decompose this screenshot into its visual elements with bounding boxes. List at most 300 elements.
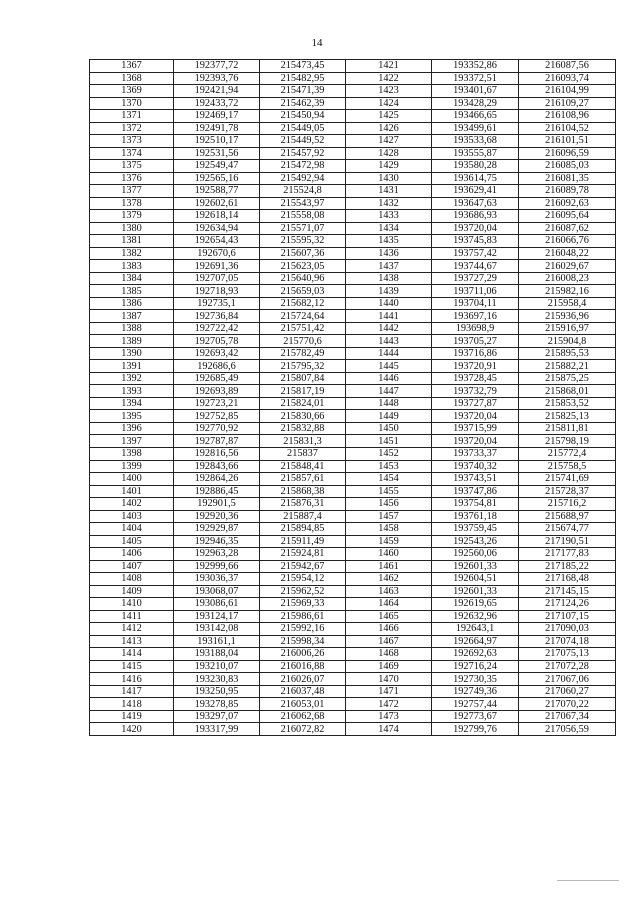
table-cell: 193555,87 [432,147,519,160]
table-row [90,210,616,223]
table-cell: 215982,16 [519,285,616,298]
table-cell: 192664,97 [432,635,519,648]
table-cell: 217056,59 [519,723,616,736]
table-cell: 193124,17 [174,610,260,623]
table-cell: 215449,52 [260,135,346,148]
table-cell: 1467 [346,635,432,648]
table-row [90,272,616,285]
coordinates-table [89,59,616,736]
table-cell: 216104,52 [519,122,616,135]
table-cell: 1406 [90,548,174,561]
table-cell: 192643,1 [432,623,519,636]
table-cell: 1470 [346,673,432,686]
table-cell: 216095,64 [519,210,616,223]
table-cell: 193686,93 [432,210,519,223]
table-cell: 1384 [90,272,174,285]
footer-divider [557,880,619,881]
table-row [90,97,616,110]
table-cell: 1443 [346,335,432,348]
table-cell: 193715,99 [432,422,519,435]
table-row [90,335,616,348]
table-cell: 215728,37 [519,485,616,498]
table-row [90,235,616,248]
table-cell: 215659,03 [260,285,346,298]
table-cell: 216096,59 [519,147,616,160]
table-cell: 215857,61 [260,473,346,486]
table-cell: 215832,88 [260,422,346,435]
table-row [90,598,616,611]
table-cell: 192736,84 [174,310,260,323]
table-cell: 192691,36 [174,260,260,273]
table-cell: 216072,82 [260,723,346,736]
table-cell: 216006,26 [260,648,346,661]
table-row [90,385,616,398]
table-row [90,410,616,423]
table-row [90,473,616,486]
table-cell: 215482,95 [260,72,346,85]
table-cell: 1468 [346,648,432,661]
table-cell: 1462 [346,573,432,586]
table-row [90,435,616,448]
table-cell: 215607,36 [260,247,346,260]
table-cell: 1399 [90,460,174,473]
table-cell: 217177,83 [519,548,616,561]
table-cell: 1413 [90,635,174,648]
table-cell: 215868,38 [260,485,346,498]
table-cell: 1434 [346,222,432,235]
table-row [90,635,616,648]
table-cell: 192886,45 [174,485,260,498]
table-cell: 1445 [346,360,432,373]
table-cell: 215595,32 [260,235,346,248]
table-row [90,247,616,260]
table-cell: 217090,03 [519,623,616,636]
table-cell: 215811,81 [519,422,616,435]
table-cell: 193759,45 [432,523,519,536]
table-cell: 215751,42 [260,322,346,335]
table-cell: 216037,48 [260,685,346,698]
table-cell: 1386 [90,297,174,310]
table-row [90,197,616,210]
table-cell: 1408 [90,573,174,586]
table-cell: 1381 [90,235,174,248]
table-row [90,372,616,385]
table-cell: 192601,33 [432,560,519,573]
table-cell: 1376 [90,172,174,185]
table-cell: 215807,84 [260,372,346,385]
table-cell: 215571,07 [260,222,346,235]
table-cell: 216087,56 [519,60,616,73]
table-cell: 192946,35 [174,535,260,548]
table-cell: 1458 [346,523,432,536]
table-cell: 193732,79 [432,385,519,398]
table-cell: 215716,2 [519,498,616,511]
table-cell: 216101,51 [519,135,616,148]
table-row [90,710,616,723]
table-cell: 1459 [346,535,432,548]
table-cell: 1382 [90,247,174,260]
table-cell: 193727,87 [432,397,519,410]
table-cell: 193728,45 [432,372,519,385]
table-cell: 215741,69 [519,473,616,486]
table-cell: 192491,78 [174,122,260,135]
table-cell: 215848,41 [260,460,346,473]
table-cell: 1411 [90,610,174,623]
table-cell: 192929,87 [174,523,260,536]
table-row [90,535,616,548]
table-row [90,260,616,273]
table-cell: 1428 [346,147,432,160]
table-cell: 193733,37 [432,447,519,460]
table-cell: 193629,41 [432,185,519,198]
table-cell: 215837 [260,447,346,460]
table-cell: 192619,65 [432,598,519,611]
table-cell: 193188,04 [174,648,260,661]
table-cell: 215770,6 [260,335,346,348]
table-cell: 217067,06 [519,673,616,686]
table-row [90,360,616,373]
table-cell: 193086,61 [174,598,260,611]
table-cell: 192920,36 [174,510,260,523]
table-cell: 1398 [90,447,174,460]
table-cell: 1442 [346,322,432,335]
table-cell: 215936,96 [519,310,616,323]
table-row [90,310,616,323]
table-cell: 1464 [346,598,432,611]
table-cell: 192469,17 [174,110,260,123]
table-cell: 217060,27 [519,685,616,698]
table-cell: 215824,01 [260,397,346,410]
table-cell: 1378 [90,197,174,210]
table-cell: 1426 [346,122,432,135]
table-cell: 216104,99 [519,85,616,98]
table-cell: 1417 [90,685,174,698]
table-cell: 216048,22 [519,247,616,260]
table-cell: 215457,92 [260,147,346,160]
table-cell: 193704,11 [432,297,519,310]
table-cell: 193727,29 [432,272,519,285]
table-cell: 215640,96 [260,272,346,285]
table-cell: 1452 [346,447,432,460]
table-cell: 1438 [346,272,432,285]
table-cell: 192549,47 [174,160,260,173]
table-cell: 215887,4 [260,510,346,523]
table-cell: 1371 [90,110,174,123]
table-cell: 192716,24 [432,660,519,673]
table-cell: 1474 [346,723,432,736]
table-cell: 215882,21 [519,360,616,373]
table-cell: 192999,66 [174,560,260,573]
table-cell: 1394 [90,397,174,410]
table-cell: 192787,87 [174,435,260,448]
table-cell: 216062,68 [260,710,346,723]
table-cell: 192588,77 [174,185,260,198]
table-cell: 215853,52 [519,397,616,410]
table-row [90,498,616,511]
table-cell: 1414 [90,648,174,661]
table-cell: 192718,93 [174,285,260,298]
table-cell: 217185,22 [519,560,616,573]
table-cell: 192773,67 [432,710,519,723]
table-cell: 215911,49 [260,535,346,548]
table-row [90,510,616,523]
table-cell: 193711,06 [432,285,519,298]
table-cell: 192654,43 [174,235,260,248]
table-cell: 215558,08 [260,210,346,223]
table-cell: 193743,51 [432,473,519,486]
table-cell: 215958,4 [519,297,616,310]
table-cell: 1380 [90,222,174,235]
table-cell: 216053,01 [260,698,346,711]
table-row [90,135,616,148]
table-cell: 192433,72 [174,97,260,110]
table-row [90,698,616,711]
table-row [90,422,616,435]
table-cell: 1388 [90,322,174,335]
table-cell: 1370 [90,97,174,110]
table-cell: 217067,34 [519,710,616,723]
table-row [90,397,616,410]
table-cell: 192618,14 [174,210,260,223]
table-cell: 217070,22 [519,698,616,711]
table-cell: 1436 [346,247,432,260]
table-cell: 1472 [346,698,432,711]
table-row [90,185,616,198]
table-cell: 1449 [346,410,432,423]
table-cell: 216026,07 [260,673,346,686]
table-cell: 216066,76 [519,235,616,248]
table-cell: 216089,78 [519,185,616,198]
table-cell: 193720,04 [432,410,519,423]
table-cell: 1424 [346,97,432,110]
table-row [90,673,616,686]
table-cell: 192707,05 [174,272,260,285]
table-cell: 192722,42 [174,322,260,335]
table-row [90,285,616,298]
table-cell: 193142,08 [174,623,260,636]
table-row [90,85,616,98]
table-cell: 1396 [90,422,174,435]
table-cell: 193720,91 [432,360,519,373]
table-cell: 192393,76 [174,72,260,85]
table-row [90,485,616,498]
table-cell: 193499,61 [432,122,519,135]
table-cell: 192670,6 [174,247,260,260]
table-cell: 216092,63 [519,197,616,210]
table-cell: 193352,86 [432,60,519,73]
table-cell: 1379 [90,210,174,223]
table-row [90,347,616,360]
table-cell: 1415 [90,660,174,673]
table-cell: 215895,53 [519,347,616,360]
table-cell: 1391 [90,360,174,373]
table-cell: 192510,17 [174,135,260,148]
table-cell: 1374 [90,147,174,160]
table-cell: 215868,01 [519,385,616,398]
table-cell: 1469 [346,660,432,673]
table-cell: 193754,81 [432,498,519,511]
table-cell: 215450,94 [260,110,346,123]
table-cell: 1369 [90,85,174,98]
table-row [90,585,616,598]
table-row [90,147,616,160]
table-cell: 1368 [90,72,174,85]
table-cell: 217075,13 [519,648,616,661]
table-cell: 215916,97 [519,322,616,335]
table-cell: 217124,26 [519,598,616,611]
table-cell: 1455 [346,485,432,498]
table-row [90,560,616,573]
table-cell: 215998,34 [260,635,346,648]
table-cell: 192693,42 [174,347,260,360]
table-cell: 193757,42 [432,247,519,260]
table-cell: 192632,96 [432,610,519,623]
table-cell: 215758,5 [519,460,616,473]
table-cell: 193230,83 [174,673,260,686]
table-cell: 1429 [346,160,432,173]
table-cell: 215543,97 [260,197,346,210]
page-number: 14 [311,37,323,49]
table-cell: 193745,83 [432,235,519,248]
table-cell: 192723,21 [174,397,260,410]
table-cell: 193372,51 [432,72,519,85]
table-cell: 216085,03 [519,160,616,173]
table-cell: 193161,1 [174,635,260,648]
table-cell: 215825,13 [519,410,616,423]
table-cell: 1367 [90,60,174,73]
table-cell: 192705,78 [174,335,260,348]
table-cell: 1450 [346,422,432,435]
table-cell: 215472,98 [260,160,346,173]
table-cell: 193250,95 [174,685,260,698]
table-cell: 215688,97 [519,510,616,523]
table-cell: 1427 [346,135,432,148]
table-cell: 1471 [346,685,432,698]
table-cell: 192901,5 [174,498,260,511]
table-cell: 1441 [346,310,432,323]
table-row [90,548,616,561]
table-cell: 1385 [90,285,174,298]
table-row [90,160,616,173]
coordinates-table-body [90,60,616,736]
table-cell: 1466 [346,623,432,636]
table-cell: 215986,61 [260,610,346,623]
table-cell: 193401,67 [432,85,519,98]
table-cell: 215831,3 [260,435,346,448]
table-row [90,460,616,473]
table-cell: 193716,86 [432,347,519,360]
table-cell: 1457 [346,510,432,523]
table-cell: 192963,28 [174,548,260,561]
table-cell: 1425 [346,110,432,123]
table-cell: 192757,44 [432,698,519,711]
table-cell: 1401 [90,485,174,498]
table-cell: 1465 [346,610,432,623]
table-cell: 215795,32 [260,360,346,373]
table-cell: 215674,77 [519,523,616,536]
table-cell: 1446 [346,372,432,385]
table-cell: 193720,04 [432,222,519,235]
table-cell: 1420 [90,723,174,736]
table-row [90,660,616,673]
table-cell: 193297,07 [174,710,260,723]
table-cell: 217074,18 [519,635,616,648]
table-cell: 193720,04 [432,435,519,448]
table-row [90,610,616,623]
table-cell: 192543,26 [432,535,519,548]
table-cell: 1377 [90,185,174,198]
table-cell: 192377,72 [174,60,260,73]
table-cell: 215876,31 [260,498,346,511]
table-cell: 192799,76 [432,723,519,736]
table-cell: 215962,52 [260,585,346,598]
table-cell: 1372 [90,122,174,135]
table-cell: 1400 [90,473,174,486]
table-row [90,222,616,235]
table-cell: 216029,67 [519,260,616,273]
table-cell: 192843,66 [174,460,260,473]
table-cell: 215817,19 [260,385,346,398]
table-cell: 192735,1 [174,297,260,310]
table-cell: 193647,63 [432,197,519,210]
table-row [90,523,616,536]
table-cell: 217072,28 [519,660,616,673]
table-cell: 1393 [90,385,174,398]
table-cell: 1432 [346,197,432,210]
table-cell: 193210,07 [174,660,260,673]
table-cell: 1410 [90,598,174,611]
table-cell: 1451 [346,435,432,448]
table-cell: 1456 [346,498,432,511]
table-cell: 215992,16 [260,623,346,636]
table-cell: 192692,63 [432,648,519,661]
table-cell: 215942,67 [260,560,346,573]
table-row [90,297,616,310]
table-cell: 192602,61 [174,197,260,210]
table-cell: 1430 [346,172,432,185]
table-cell: 1437 [346,260,432,273]
table-cell: 192693,89 [174,385,260,398]
table-cell: 1390 [90,347,174,360]
table-cell: 1461 [346,560,432,573]
table-cell: 1418 [90,698,174,711]
table-row [90,447,616,460]
table-row [90,573,616,586]
table-cell: 215894,85 [260,523,346,536]
table-cell: 1422 [346,72,432,85]
table-cell: 1460 [346,548,432,561]
table-cell: 1454 [346,473,432,486]
table-cell: 215449,05 [260,122,346,135]
table-cell: 215969,33 [260,598,346,611]
table-cell: 193614,75 [432,172,519,185]
table-cell: 1440 [346,297,432,310]
table-cell: 1473 [346,710,432,723]
table-cell: 193068,07 [174,585,260,598]
table-cell: 193278,85 [174,698,260,711]
table-cell: 1444 [346,347,432,360]
table-cell: 1416 [90,673,174,686]
table-cell: 215623,05 [260,260,346,273]
table-cell: 217107,15 [519,610,616,623]
table-row [90,723,616,736]
table-row [90,685,616,698]
table-cell: 215492,94 [260,172,346,185]
table-cell: 193428,29 [432,97,519,110]
table-cell: 192686,6 [174,360,260,373]
table-cell: 1433 [346,210,432,223]
table-cell: 1392 [90,372,174,385]
